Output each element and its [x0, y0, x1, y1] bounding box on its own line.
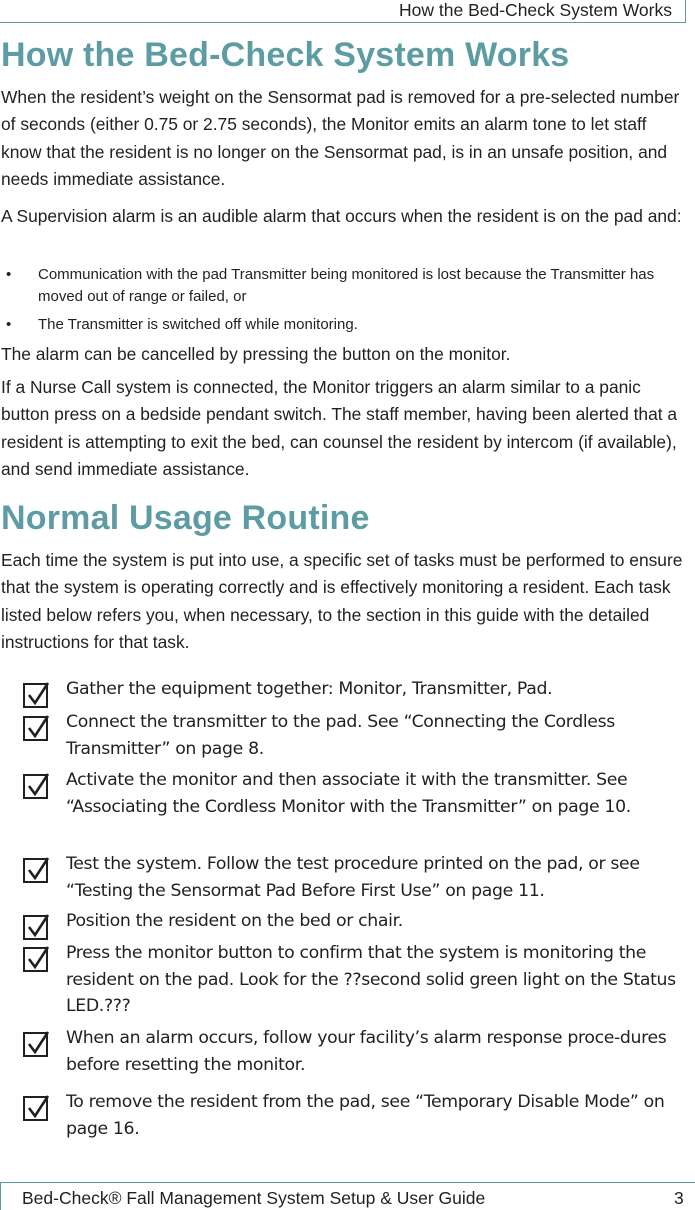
paragraph-nurse-call: If a Nurse Call system is connected, the Monitor triggers an alarm similar to a panic button press on a bedside pendant switch. The staff member, having been alerted that a resident is attempting to exit the bed, can counsel the resident by intercom (if available), and send immediate assistance. — [1, 377, 678, 480]
section-title-normal-usage: Normal Usage Routine — [1, 499, 370, 537]
checkbox-checked-icon — [23, 774, 48, 799]
footer-title: Bed-Check® Fall Management System Setup & User Guide — [22, 1188, 486, 1208]
footer-rule-vertical — [0, 1182, 1, 1210]
footer-rule — [0, 1182, 695, 1183]
checkbox-checked-icon — [23, 716, 48, 741]
paragraph-supervision-alarm: A Supervision alarm is an audible alarm that occurs when the resident is on the pad and: — [1, 206, 682, 226]
document-page: How the Bed-Check System Works How the Bed-Check System Works When the resident’s weight on the Sensormat pad is removed for a pre-selected number of seconds (either 0.75 or 2.75 seconds), the Monitor emits an alarm tone to let staff know that the resident is no longer on the Sensormat pad, is in an unsafe position, and needs immediate assistance. A Supervision alarm is an audible alarm that occurs when the resident is on the pad and: • Communication with the pad Transmitter being monitored is lost because the Transmitter has moved out of range or failed, or • The Transmitter is switched off while monitoring. The alarm can be cancelled by pressing the button on the monitor. If a Nurse Call system is connected, the Monitor triggers an alarm similar to a panic button press on a bedside pendant switch. The staff member, having been alerted that a resident is attempting to exit the bed, can counsel the resident by intercom (if available), and send immediate assistance. Normal Usage Routine Each time the system is put into use, a specific set of tasks must be performed to ensure that the system is operating correctly and is effectively monitoring a resident. Each task listed below refers you, when necessary, to the section in this guide with the detailed instructions for that task. Gather the equipment together: Monitor, Transmitter, Pad. Connect the transmitter to the pad. See “Connecting the Cordless Transmitter” on page 8. Activate the monitor and then associate it with the transmitter. See “Associating the Cordless Monitor with the Transmitter” on page 10. Test the system. Follow the test procedure printed on the pad, or see “Testing the Sensormat Pad Before First Use” on page 11. Position the resident on the bed or chair. Press the monitor button to confirm that the system is monitoring the resident on the pad. Look for the ??second solid green light on the Status LED.??? When an alarm occurs, follow your facility’s alarm response proce-dures before resetting the monitor. To remove the resident from the pad, see “Temporary Disable Mode” on page 16. Bed-Check® Fall Management System Setup & User Guide 3 — [0, 0, 695, 1210]
checklist-item-text: Gather the equipment together: Monitor, Transmitter, Pad. — [66, 679, 553, 699]
checklist-item-text: Activate the monitor and then associate it with the transmitter. See “Associating the Cordless Monitor with the Transmitter” on page 10. — [66, 770, 631, 817]
checkbox-checked-icon — [23, 1096, 48, 1121]
bullet-dot-icon: • — [6, 266, 12, 283]
bullet-dot-icon: • — [6, 316, 12, 333]
running-header-title: How the Bed-Check System Works — [399, 0, 672, 20]
running-header-rule — [685, 0, 686, 22]
paragraph-usage-intro: Each time the system is put into use, a specific set of tasks must be performed to ensure that the system is operating correctly and is effectively monitoring a resident. Each task listed below refers you, when necessary, to the section in this guide with the detailed instructions for that task. — [1, 550, 683, 653]
paragraph-weight-removed: When the resident’s weight on the Sensormat pad is removed for a pre-selected number of seconds (either 0.75 or 2.75 seconds), the Monitor emits an alarm tone to let staff know that the resident is no longer on the Sensormat pad, is in an unsafe position, and needs immediate assistance. — [1, 87, 680, 190]
paragraph-cancel-alarm: The alarm can be cancelled by pressing the button on the monitor. — [1, 344, 511, 364]
checklist-item-text: Test the system. Follow the test procedure printed on the pad, or see “Testing the Sensormat Pad Before First Use” on page 11. — [66, 854, 640, 901]
checkbox-checked-icon — [23, 947, 48, 972]
checklist-item-text: When an alarm occurs, follow your facility’s alarm response proce-dures before resetting the monitor. — [66, 1028, 667, 1075]
checklist-item-text: To remove the resident from the pad, see “Temporary Disable Mode” on page 16. — [66, 1092, 665, 1139]
page-number: 3 — [674, 1188, 684, 1208]
checklist-item-text: Position the resident on the bed or chair. — [66, 911, 403, 931]
checkbox-checked-icon — [23, 683, 48, 708]
checkbox-checked-icon — [23, 1032, 48, 1057]
checkbox-checked-icon — [23, 858, 48, 883]
section-title-how-it-works: How the Bed-Check System Works — [1, 36, 570, 74]
checkbox-checked-icon — [23, 915, 48, 940]
checklist-item-text: Press the monitor button to confirm that the system is monitoring the resident on the pad. Look for the ??second solid green light on the Status LED.??? — [66, 943, 676, 1016]
running-header — [0, 0, 686, 23]
checklist-item-text: Connect the transmitter to the pad. See “Connecting the Cordless Transmitter” on page 8. — [66, 712, 615, 759]
